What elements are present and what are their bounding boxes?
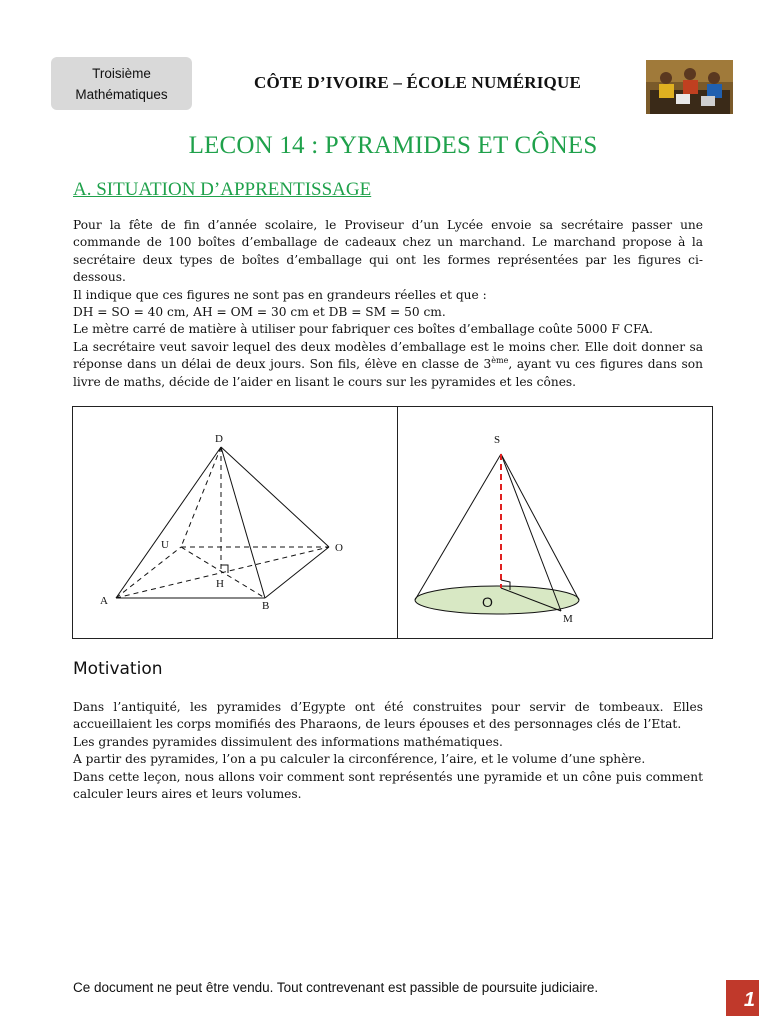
motivation-text bbox=[73, 699, 703, 803]
situation-text bbox=[73, 217, 703, 391]
situation-paragraph: Pour la fête de fin d’année scolaire, le Proviseur d’un Lycée envoie sa secrétaire passer une commande de 100 boîtes d’emballage de cadeaux chez un marchand. Le marchand propose à la secrétaire deux types de boîtes d’emballage qui ont les formes représentées par les figures ci-dessous. bbox=[73, 218, 703, 285]
label-o: O bbox=[482, 594, 493, 610]
level-label: Troisième bbox=[92, 66, 151, 81]
section-heading-situation: A. SITUATION D’APPRENTISSAGE bbox=[73, 179, 372, 200]
figures-table bbox=[72, 406, 713, 639]
superscript: ème bbox=[491, 356, 509, 366]
label-d: D bbox=[215, 433, 223, 445]
children-at-computers-photo bbox=[646, 60, 733, 114]
motivation-paragraph: A partir des pyramides, l’on a pu calculer la circonférence, l’aire, et le volume d’une sphère. bbox=[73, 752, 646, 767]
base-edge-bo bbox=[265, 547, 329, 598]
page-number: 1 bbox=[726, 980, 759, 1016]
situation-paragraph bbox=[73, 339, 703, 391]
situation-measurements: DH = SO = 40 cm, AH = OM = 30 cm et DB = SM = 50 cm. bbox=[73, 305, 446, 320]
label-a: A bbox=[100, 595, 108, 607]
base-edge-au-hidden bbox=[116, 547, 181, 598]
motivation-paragraph: Les grandes pyramides dissimulent des informations mathématiques. bbox=[73, 734, 503, 749]
pyramid-figure-cell bbox=[73, 407, 398, 638]
cone-generatrix-left bbox=[415, 454, 501, 600]
section-heading-motivation: Motivation bbox=[73, 659, 163, 679]
label-u: U bbox=[161, 539, 169, 551]
situation-paragraph: Il indique que ces figures ne sont pas en grandeurs réelles et que : bbox=[73, 287, 487, 302]
document-header-title: CÔTE D’IVOIRE – ÉCOLE NUMÉRIQUE bbox=[253, 73, 581, 92]
label-b: B bbox=[262, 600, 270, 612]
cone-generatrix-right bbox=[501, 454, 579, 600]
pyramid-edge-da bbox=[116, 447, 221, 598]
motivation-paragraph: Dans l’antiquité, les pyramides d’Egypte ont été construites pour servir de tombeaux. Elles accueillaient les corps momifiés des Pharaons, de leurs épouses et des personnages clés de l’Etat. bbox=[73, 700, 703, 732]
situation-paragraph: Le mètre carré de matière à utiliser pour fabriquer ces boîtes d’emballage coûte 5000 F CFA. bbox=[73, 322, 654, 337]
cone-figure-cell bbox=[398, 407, 712, 638]
label-s: S bbox=[494, 434, 501, 446]
pyramid-edge-du-hidden bbox=[181, 447, 221, 547]
pyramid-figure bbox=[73, 407, 397, 640]
motivation-paragraph: Dans cette leçon, nous allons voir comment sont représentés une pyramide et un cône puis comment calculer leurs aires et leurs volumes. bbox=[73, 769, 703, 802]
footer-notice: Ce document ne peut être vendu. Tout contrevenant est passible de poursuite judiciaire. bbox=[73, 980, 599, 995]
label-m: M bbox=[563, 613, 573, 625]
cone-base bbox=[415, 586, 579, 614]
label-h: H bbox=[216, 578, 224, 590]
subject-label: Mathématiques bbox=[75, 87, 168, 102]
cone-figure bbox=[398, 407, 713, 640]
lesson-title: LECON 14 : PYRAMIDES ET CÔNES bbox=[188, 132, 598, 159]
pyramid-edge-do bbox=[221, 447, 329, 547]
situation-text-part: La secrétaire veut savoir lequel des deux modèles d’emballage est le moins cher. Elle doit donner sa réponse dans un délai de deux jours. Son fils, élève en classe de 3 bbox=[73, 339, 703, 372]
situation-text-part: , ayant vu ces figures dans son livre de maths, décide de l’aider en lisant le cours sur les pyramides et les cônes. bbox=[73, 357, 703, 389]
label-o: O bbox=[335, 542, 343, 554]
level-badge bbox=[51, 57, 192, 110]
